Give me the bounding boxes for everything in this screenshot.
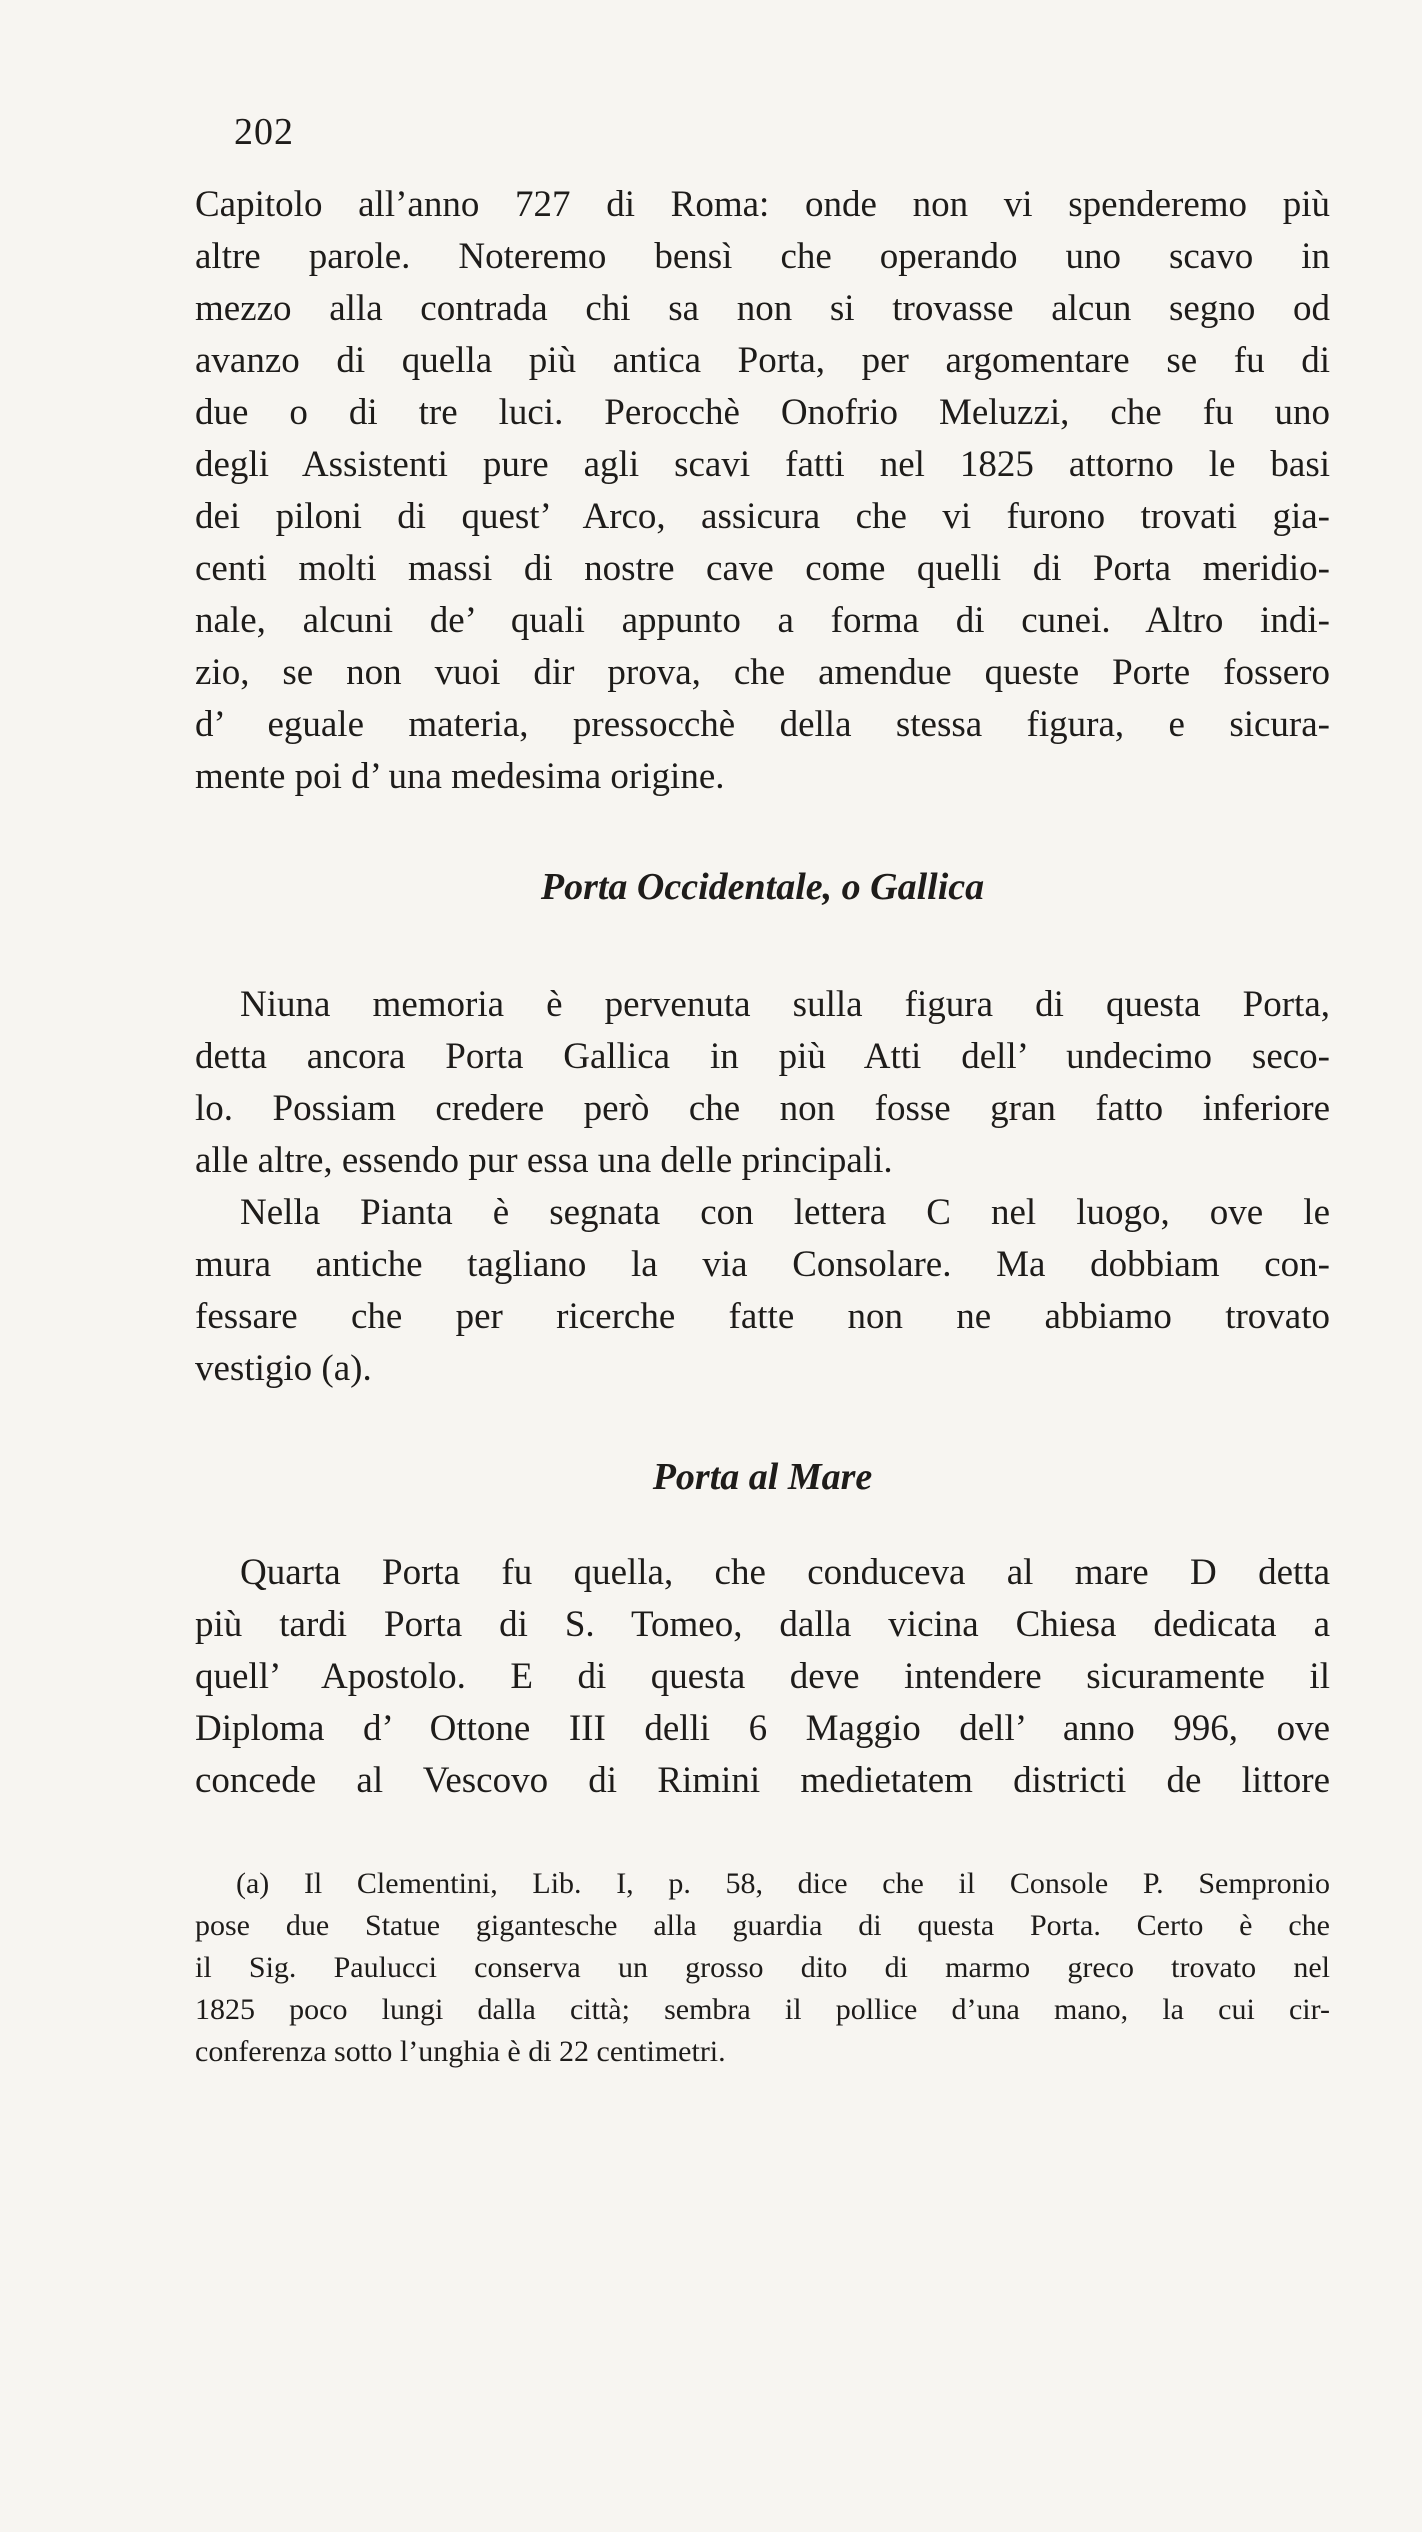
text-line: centi molti massi di nostre cave come quelli di Porta meridio- — [195, 548, 1330, 589]
text-line: nale, alcuni de’ quali appunto a forma di cunei. Altro indi- — [195, 600, 1330, 641]
text-line: d’ eguale materia, pressocchè della stessa figura, e sicura- — [195, 704, 1330, 745]
text-line: detta ancora Porta Gallica in più Atti dell’ undecimo seco- — [195, 1036, 1330, 1077]
text-line: mura antiche tagliano la via Consolare. Ma dobbiam con- — [195, 1244, 1330, 1285]
text-line: alle altre, essendo pur essa una delle principali. — [195, 1140, 893, 1181]
text-line: degli Assistenti pure agli scavi fatti nel 1825 attorno le basi — [195, 444, 1330, 485]
footnote-line: (a) Il Clementini, Lib. I, p. 58, dice che il Console P. Sempronio — [236, 1867, 1330, 1900]
text-line: zio, se non vuoi dir prova, che amendue queste Porte fossero — [195, 652, 1330, 693]
text-line: altre parole. Noteremo bensì che operando uno scavo in — [195, 236, 1330, 277]
text-line: Niuna memoria è pervenuta sulla figura di questa Porta, — [240, 984, 1330, 1025]
page-number: 202 — [234, 111, 294, 153]
text-line: fessare che per ricerche fatte non ne abbiamo trovato — [195, 1296, 1330, 1337]
text-line: dei piloni di quest’ Arco, assicura che vi furono trovati gia- — [195, 496, 1330, 537]
text-line: mente poi d’ una medesima origine. — [195, 756, 725, 797]
section-heading: Porta Occidentale, o Gallica — [540, 866, 985, 908]
section-heading: Porta al Mare — [652, 1456, 873, 1498]
footnote-line: 1825 poco lungi dalla città; sembra il pollice d’una mano, la cui cir- — [195, 1993, 1330, 2026]
text-line: Quarta Porta fu quella, che conduceva al mare D detta — [240, 1552, 1330, 1593]
text-line: Capitolo all’anno 727 di Roma: onde non vi spenderemo più — [195, 184, 1330, 225]
text-line: mezzo alla contrada chi sa non si trovasse alcun segno od — [195, 288, 1330, 329]
text-line: concede al Vescovo di Rimini medietatem districti de littore — [195, 1760, 1330, 1801]
footnote-line: conferenza sotto l’unghia è di 22 centimetri. — [195, 2035, 726, 2068]
text-line: due o di tre luci. Perocchè Onofrio Meluzzi, che fu uno — [195, 392, 1330, 433]
footnote-line: il Sig. Paulucci conserva un grosso dito di marmo greco trovato nel — [195, 1951, 1330, 1984]
text-line: Nella Pianta è segnata con lettera C nel luogo, ove le — [240, 1192, 1330, 1233]
text-line: quell’ Apostolo. E di questa deve intendere sicuramente il — [195, 1656, 1330, 1697]
text-line: Diploma d’ Ottone III delli 6 Maggio dell’ anno 996, ove — [195, 1708, 1330, 1749]
text-line: avanzo di quella più antica Porta, per argomentare se fu di — [195, 340, 1330, 381]
text-line: più tardi Porta di S. Tomeo, dalla vicina Chiesa dedicata a — [195, 1604, 1330, 1645]
text-line: vestigio (a). — [195, 1348, 372, 1389]
text-line: lo. Possiam credere però che non fosse gran fatto inferiore — [195, 1088, 1330, 1129]
footnote-line: pose due Statue gigantesche alla guardia di questa Porta. Certo è che — [195, 1909, 1330, 1942]
